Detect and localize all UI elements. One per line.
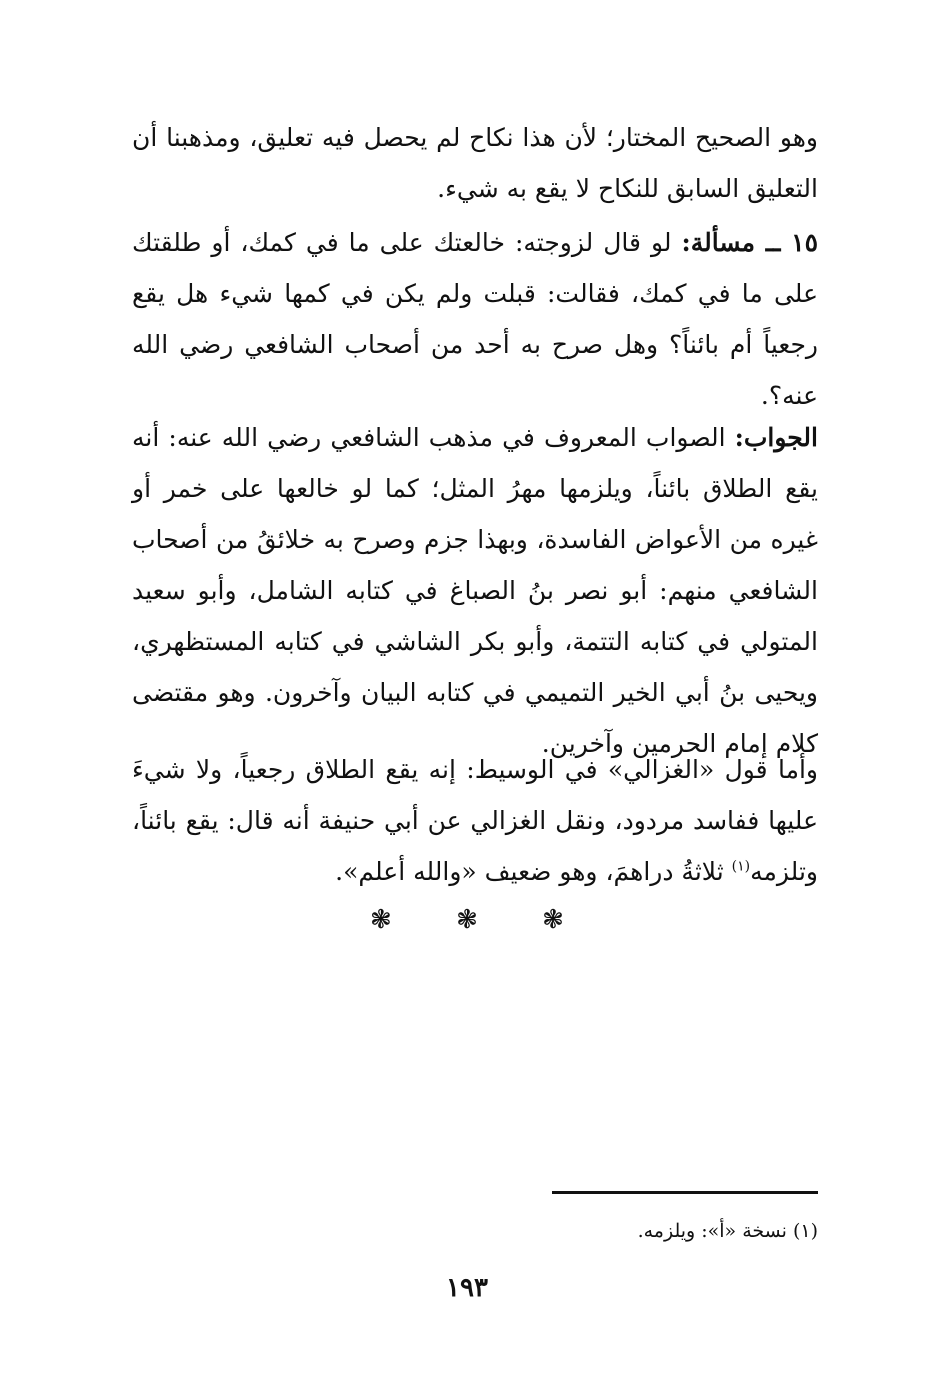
ghazali-text-start: وأما قول «الغزالي» في الوسيط: إنه يقع الطلاق رجعياً، ولا شيءَ عليها ففاسد مردود، ونقل الغزالي عن أبي حنيفة أنه قال: يقع بائناً، وتلزمه xyxy=(132,755,818,886)
paragraph-ghazali xyxy=(132,744,818,897)
footnote-divider xyxy=(552,1191,818,1194)
paragraph-intro-text: وهو الصحيح المختار؛ لأن هذا نكاح لم يحصل فيه تعليق، ومذهبنا أن التعليق السابق للنكاح لا يقع به شيء. xyxy=(132,123,818,203)
section-separator xyxy=(0,905,934,935)
answer-label: الجواب: xyxy=(734,423,818,452)
ghazali-text-end: ثلاثةُ دراهمَ، وهو ضعيف «والله أعلم». xyxy=(335,857,732,886)
footnote-marker: (١) xyxy=(731,858,751,875)
paragraph-answer xyxy=(132,412,818,769)
answer-text: الصواب المعروف في مذهب الشافعي رضي الله عنه: أنه يقع الطلاق بائناً، ويلزمها مهرُ المثل؛ كما لو خالعها على خمر أو غيره من الأعواض الفاسدة، وبهذا جزم وصرح به خلائقُ من أصحاب الشافعي منهم: أبو نصر بنُ الصباغ في كتابه الشامل، وأبو سعيد المتولي في كتابه التتمة، وأبو بكر الشاشي في كتابه المستظهري، ويحيى بنُ أبي الخير التميمي في كتابه البيان وآخرون. وهو مقتضى كلام إمام الحرمين وآخرين. xyxy=(132,423,818,758)
paragraph-question xyxy=(132,217,818,421)
footnote: (١) نسخة «أ»: ويلزمه. xyxy=(637,1220,818,1242)
separator-star-icon: ❃ xyxy=(370,905,392,935)
separator-star-icon: ❃ xyxy=(542,905,564,935)
question-text: لو قال لزوجته: خالعتك على ما في كمك، أو طلقتك على ما في كمك، فقالت: قبلت ولم يكن في كمها شيء هل يقع رجعياً أم بائناً؟ وهل صرح به أحد من أصحاب الشافعي رضي الله عنه؟. xyxy=(132,228,818,410)
question-label: ١٥ ــ مسألة: xyxy=(681,228,818,257)
page-number: ١٩٣ xyxy=(446,1273,488,1303)
paragraph-intro xyxy=(132,112,818,214)
separator-star-icon: ❃ xyxy=(456,905,478,935)
